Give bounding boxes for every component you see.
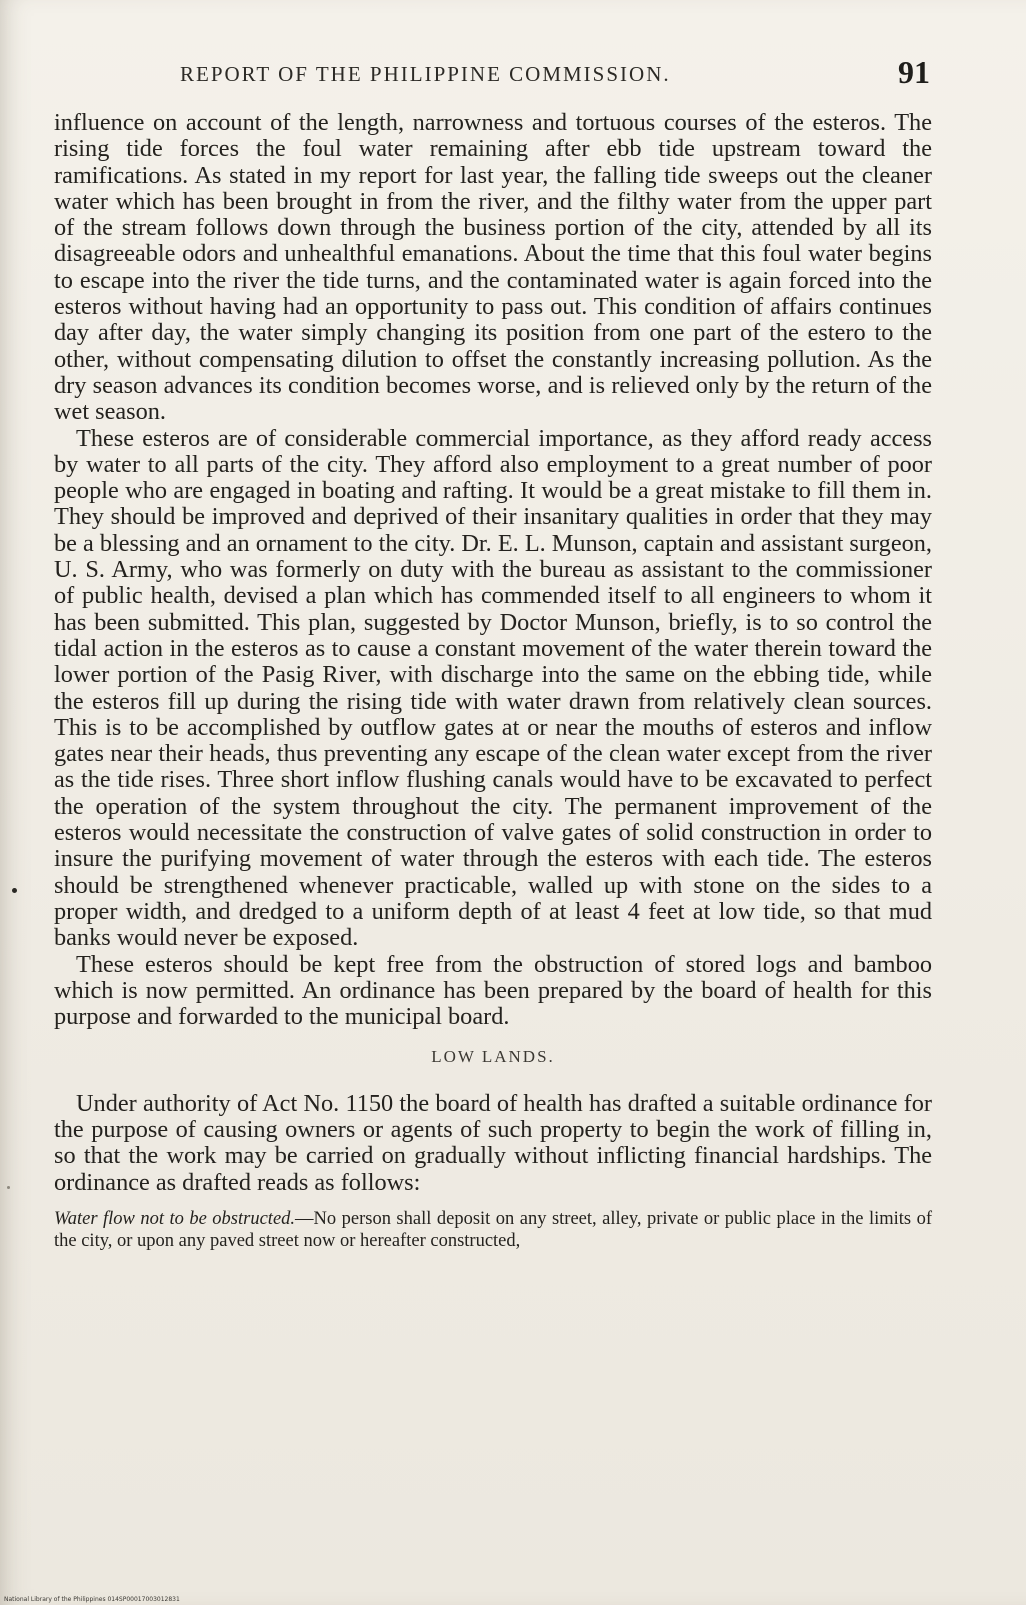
body-text [54,110,932,1252]
page-number: 91 [898,54,930,90]
paragraph-continued: influence on account of the length, narrowness and tortuous courses of the esteros. The rising tide forces the foul water remaining after ebb tide upstream toward the ramifications. As stated in my report for last year, the falling tide sweeps out the cleaner water which has been brought in from the river, and the filthy water from the upper part of the stream follows down through the business portion of the city, attended by all its disagreeable odors and unhealthful emanations. About the time that this foul water begins to escape into the river the tide turns, and the contaminated water is again forced into the esteros without having had an opportunity to pass out. This condition of affairs continues day after day, the water simply changing its position from one part of the estero to the other, without compensating dilution to offset the constantly increasing pollution. As the dry season advances its condition becomes worse, and is relieved only by the return of the wet season. [54,109,932,426]
ordinance-excerpt-text: —No person shall deposit on any street, alley, private or public place in the limits of the city, or upon any paved street now or hereafter constructed, [54,1208,932,1251]
scan-credit: National Library of the Philippines 014SP00017003012831 [4,1596,180,1603]
section-heading: LOW LANDS. [431,1047,555,1067]
running-title: REPORT OF THE PHILIPPINE COMMISSION. [180,62,671,86]
ordinance-excerpt [54,1208,932,1252]
scan-speck [12,888,17,893]
paragraph-low-lands: Under authority of Act No. 1150 the board of health has drafted a suitable ordinance for the purpose of causing owners or agents of such property to begin the work of filling in, so that the work may be carried on gradually without inflicting financial hardships. The ordinance as drafted reads as follows: [54,1089,932,1196]
ordinance-excerpt-lead: Water flow not to be obstructed. [54,1208,296,1229]
page-header [180,54,940,94]
paragraph-esteros-importance: These esteros are of considerable commercial importance, as they afford ready access by water to all parts of the city. They afford also employment to a great number of poor people who are engaged in boating and rafting. It would be a great mistake to fill them in. They should be improved and deprived of their insanitary qualities in order that they may be a blessing and an ornament to the city. Dr. E. L. Munson, captain and assistant surgeon, U. S. Army, who was formerly on duty with the bureau as assistant to the commissioner of public health, devised a plan which has commended itself to all engineers to whom it has been submitted. This plan, suggested by Doctor Munson, briefly, is to so control the tidal action in the esteros as to cause a constant movement of the water therein toward the lower portion of the Pasig River, with discharge into the same on the ebbing tide, while the esteros fill up during the rising tide with water drawn from relatively clean sources. This is to be accomplished by outflow gates at or near the mouths of esteros and inflow gates near their heads, thus preventing any escape of the clean water except from the river as the tide rises. Three short inflow flushing canals would have to be excavated to perfect the operation of the system throughout the city. The permanent improvement of the esteros would necessitate the construction of valve gates of solid construction in order to insure the purifying movement of water through the esteros with each tide. The esteros should be strengthened whenever practicable, walled up with stone on the sides to a proper width, and dredged to a uniform depth of at least 4 feet at low tide, so that mud banks would never be exposed. [54,424,932,952]
scan-speck-small [7,1186,10,1189]
paragraph-obstruction: These esteros should be kept free from the obstruction of stored logs and bamboo which is now permitted. An ordinance has been prepared by the board of health for this purpose and forwarded to the municipal board. [54,950,932,1031]
